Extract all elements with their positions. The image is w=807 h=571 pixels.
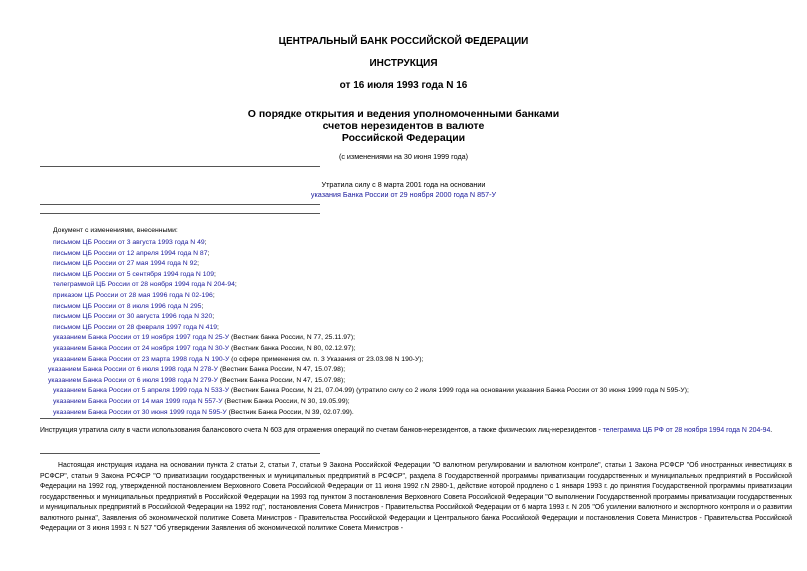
amendment-item xyxy=(53,303,203,311)
amendment-link[interactable]: указанием Банка России от 5 апреля 1999 года N 533-У xyxy=(53,387,230,395)
partial-void-text: Инструкция утратила силу в части использования балансового счета N 603 для отражения операций по счетам банков-нерезидентов, а также физических лиц-нерезидентов - xyxy=(40,427,603,434)
amendment-item xyxy=(48,366,345,374)
amendment-tail: (о сфере применения см. п. 3 Указания от 23.03.98 N 190-У); xyxy=(229,355,424,363)
amendment-item xyxy=(53,387,689,395)
amendment-tail: ; xyxy=(207,249,210,257)
amendment-link[interactable]: указанием Банка России от 23 марта 1998 года N 190-У xyxy=(53,355,230,363)
amendment-item xyxy=(53,271,216,279)
amendment-item xyxy=(53,334,355,342)
void-note-text: Утратила силу с 8 марта 2001 года на основании xyxy=(321,180,486,189)
amendment-tail: ; xyxy=(212,313,215,321)
void-note-link[interactable]: указания Банка России от 29 ноября 2000 года N 857-У xyxy=(310,190,497,199)
amendment-item xyxy=(53,313,214,321)
amendments-heading: Документ с изменениями, внесенными: xyxy=(53,227,178,234)
amendment-tail: (Вестник Банка России, N 47, 15.07.98); xyxy=(218,366,346,374)
amendment-tail: (Вестник Банка России, N 30, 19.05.99); xyxy=(222,398,350,405)
amendment-item xyxy=(48,377,345,385)
amendment-tail: (Вестник Банка России, N 39, 02.07.99). xyxy=(226,408,354,416)
amendment-tail: (Вестник банка России, N 80, 02.12.97); xyxy=(229,345,356,352)
amendment-item xyxy=(53,356,423,364)
amendment-item xyxy=(53,345,356,353)
amendment-item xyxy=(53,281,237,289)
amendment-link[interactable]: указанием Банка России от 14 мая 1999 года N 557-У xyxy=(53,398,223,405)
amendment-tail: ; xyxy=(212,292,215,299)
amendment-link[interactable]: указанием Банка России от 6 июля 1998 года N 279-У xyxy=(48,376,218,384)
title-line-1: О порядке открытия и ведения уполномоченными банками xyxy=(247,108,560,120)
amendment-link[interactable]: телеграммой ЦБ России от 28 ноября 1994 года N 204-94 xyxy=(53,281,235,289)
document-date-number: от 16 июля 1993 года N 16 xyxy=(339,80,468,91)
amendment-link[interactable]: письмом ЦБ России от 8 июля 1996 года N 295 xyxy=(53,302,202,310)
amendment-item xyxy=(53,292,215,300)
divider xyxy=(40,166,320,167)
amendment-tail: (Вестник Банка России, N 47, 15.07.98); xyxy=(218,376,346,384)
amendment-link[interactable]: приказом ЦБ России от 28 мая 1996 года N 02-196 xyxy=(53,292,213,299)
amendment-tail: ; xyxy=(217,323,219,331)
amendment-link[interactable]: письмом ЦБ России от 12 апреля 1994 года N 87 xyxy=(53,249,208,257)
amendment-item xyxy=(53,260,199,268)
amendment-item xyxy=(53,239,207,247)
partial-void-note xyxy=(40,426,792,436)
partial-void-link[interactable]: телеграмма ЦБ РФ от 28 ноября 1994 года N 204-94 xyxy=(602,427,771,434)
amendment-link[interactable]: указанием Банка России от 24 ноября 1997 года N 30-У xyxy=(53,345,230,352)
amendment-tail: ; xyxy=(214,270,216,278)
divider xyxy=(40,213,320,214)
amendment-tail: ; xyxy=(234,281,237,289)
amendment-item xyxy=(53,250,209,258)
body-paragraph: Настоящая инструкция издана на основании пункта 2 статьи 2, статьи 7, статьи 9 Закона Российской Федерации "О валютном регулировании и валютном контроле", статьи 1 Закона РСФСР "Об иностранных инвестициях в РСФСР", статьи 9 Закона РСФСР "О приватизации государственных и муниципальных предприятий в РСФСР", раздела 8 Государственной программы приватизации государственных и муниципальных предприятий в Российской Федерации на 1992 год, утвержденной постановлением Верховного Совета Российской Федерации от 11 июня 1992 г.N 2980-1, действие которой продлено с 1 января 1993 г. до принятия Государственной программы приватизации государственных и муниципальных предприятий в Российской Федерации на 1993 год пунктом 3 постановления Верховного Совета Российской Федерации "О выполнении Государственной программы приватизации государственных и муниципальных предприятий в Российской Федерации на 1992 год", постановления Совета Министров - Правительства Российской Федерации от 6 марта 1993 г. N 205 "Об усилении валютного и экспортного контроля и о развитии валютного рынка", Заявления об экономической политике Совета Министров - Правительства Российской Федерации и Центрального банка Российской Федерации и постановления Совета Министров - Правительства Российской Федерации от 3 июня 1993 г. N 527 "Об утверждении Заявления об экономической политике Совета Министров - xyxy=(40,462,792,532)
amendment-link[interactable]: указанием Банка России от 30 июня 1999 года N 595-У xyxy=(53,408,227,416)
edition-note: (с изменениями на 30 июня 1999 года) xyxy=(338,152,469,161)
divider xyxy=(40,453,320,454)
bank-name: ЦЕНТРАЛЬНЫЙ БАНК РОССИЙСКОЙ ФЕДЕРАЦИИ xyxy=(278,36,529,47)
amendment-tail: ; xyxy=(197,260,200,268)
amendment-tail: ; xyxy=(204,239,207,246)
divider xyxy=(40,418,320,419)
amendment-link[interactable]: письмом ЦБ России от 5 сентября 1994 года N 109 xyxy=(53,270,215,278)
amendment-link[interactable]: письмом ЦБ России от 28 февраля 1997 года N 419 xyxy=(53,323,218,331)
partial-void-tail: . xyxy=(770,427,773,434)
title-line-2: счетов нерезидентов в валюте xyxy=(322,120,485,132)
amendment-link[interactable]: указанием Банка России от 6 июля 1998 года N 278-У xyxy=(48,366,218,374)
amendment-item xyxy=(53,409,354,417)
amendment-link[interactable]: указанием Банка России от 19 ноября 1997 года N 25-У xyxy=(53,334,230,342)
document-type: ИНСТРУКЦИЯ xyxy=(369,58,438,69)
amendment-tail: (Вестник Банка России, N 21, 07.04.99) (утратило силу со 2 июля 1999 года на основании указания Банка России от 30 июня 1999 года N 595-У); xyxy=(229,387,689,395)
amendment-link[interactable]: письмом ЦБ России от 27 мая 1994 года N 92 xyxy=(53,260,198,268)
amendment-tail: ; xyxy=(201,302,204,310)
amendment-link[interactable]: письмом ЦБ России от 3 августа 1993 года N 49 xyxy=(53,239,205,246)
amendment-item xyxy=(53,398,350,406)
amendment-item xyxy=(53,324,219,332)
title-line-3: Российской Федерации xyxy=(341,132,466,144)
divider xyxy=(40,204,320,205)
amendment-link[interactable]: письмом ЦБ России от 30 августа 1996 года N 320 xyxy=(53,313,213,321)
amendment-tail: (Вестник банка России, N 77, 25.11.97); xyxy=(229,334,355,342)
